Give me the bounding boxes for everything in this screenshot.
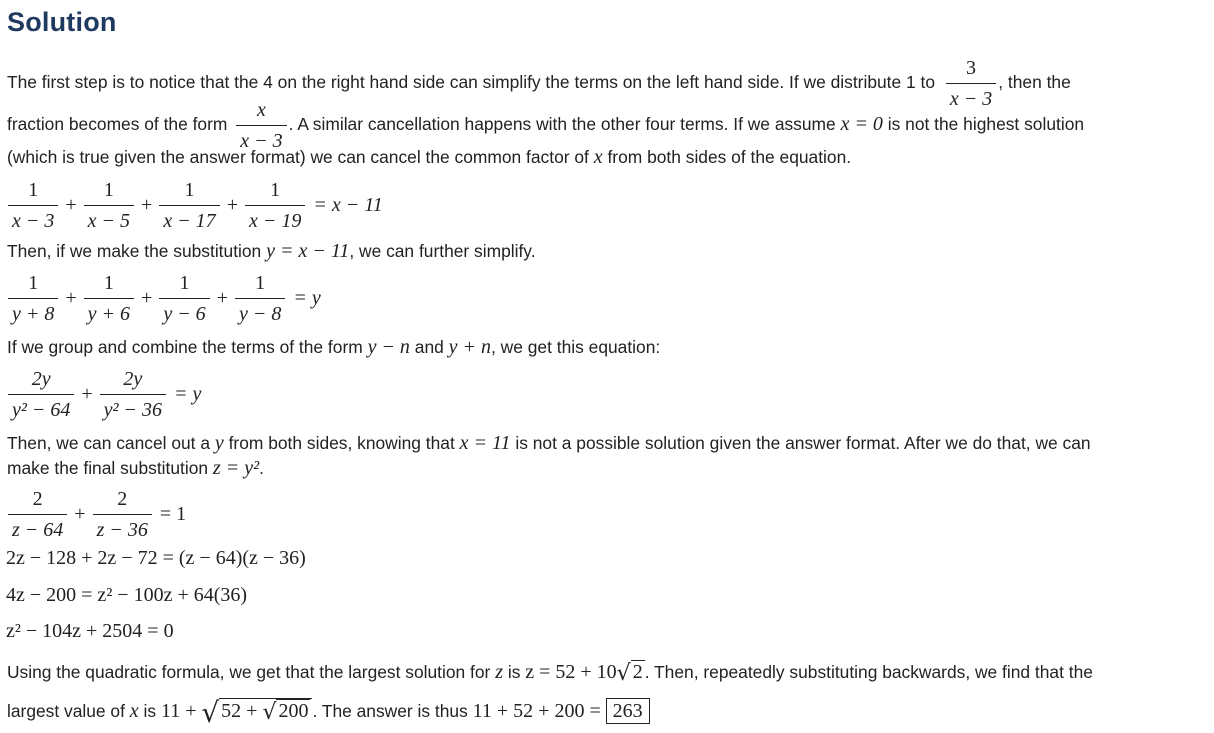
fraction-denominator: y + 6 <box>87 303 131 325</box>
fraction-numerator: 2y <box>100 367 166 395</box>
equation-rhs: = 1 <box>159 503 187 525</box>
fraction-denominator: x − 3 <box>12 210 55 232</box>
fraction <box>93 487 152 542</box>
text: largest value of <box>7 701 125 721</box>
math-inline: 11 + <box>160 700 197 722</box>
radicand: 2 <box>632 661 643 683</box>
equation-5: 2z − 128 + 2z − 72 = (z − 64)(z − 36) <box>6 547 306 569</box>
fraction <box>8 178 58 233</box>
text: is not the highest solution <box>887 114 1085 135</box>
text: . A similar cancellation happens with the other four terms. If we assume <box>288 114 836 135</box>
plus-sign: + <box>81 383 93 405</box>
math-inline: z = y² <box>212 457 260 479</box>
text: Then, if we make the substitution <box>7 241 262 261</box>
fraction-denominator: x − 19 <box>248 210 302 232</box>
plus-sign: + <box>65 194 77 216</box>
fraction-numerator: 1 <box>8 178 58 206</box>
fraction-numerator: 1 <box>245 178 305 206</box>
fraction-denominator: x − 3 <box>949 88 993 110</box>
fraction-numerator: 1 <box>8 271 58 299</box>
fraction <box>159 271 209 326</box>
math-inline: y − n <box>367 336 410 358</box>
fraction-denominator: y² − 64 <box>12 399 71 421</box>
text: make the final substitution <box>7 458 209 478</box>
plus-sign: + <box>74 503 86 525</box>
text: is <box>507 662 521 682</box>
equation-7: z² − 104z + 2504 = 0 <box>6 620 174 642</box>
math-inline: x <box>129 700 139 722</box>
radical-sign: √ <box>262 700 277 725</box>
text: Using the quadratic formula, we get that the largest solution for <box>7 662 491 682</box>
fraction-denominator: y² − 36 <box>103 399 163 421</box>
radical-sign: √ <box>616 661 631 686</box>
text: from both sides of the equation. <box>607 147 852 167</box>
math-inline: 11 + 52 + 200 = <box>472 700 601 722</box>
math-inline: y <box>214 432 224 454</box>
text: (which is true given the answer format) we can cancel the common factor of <box>7 147 589 167</box>
fraction-denominator: x − 3 <box>240 130 283 152</box>
fraction-denominator: y − 8 <box>238 303 282 325</box>
radicand <box>219 698 312 724</box>
text: . The answer is thus <box>312 701 468 721</box>
text: . <box>259 458 264 478</box>
plus-sign: + <box>216 287 228 309</box>
fraction <box>245 178 305 233</box>
math-inline: y + n <box>448 336 492 358</box>
fraction-numerator: 1 <box>84 178 134 206</box>
equation-1 <box>6 178 388 233</box>
fraction <box>235 271 285 326</box>
fraction <box>8 271 58 326</box>
paragraph-line <box>7 336 660 358</box>
paragraph-line <box>7 240 536 262</box>
equation-3 <box>6 367 206 422</box>
boxed-answer: 263 <box>606 698 650 724</box>
equation-6: 4z − 200 = z² − 100z + 64(36) <box>6 584 248 606</box>
fraction <box>159 178 219 233</box>
fraction <box>84 178 134 233</box>
equation-4 <box>6 487 191 542</box>
fraction-denominator: y − 6 <box>163 303 206 325</box>
fraction-numerator: 2y <box>8 367 74 395</box>
text: The first step is to notice that the 4 on the right hand side can simplify the terms on the left hand side. If we distribute 1 to <box>7 72 936 93</box>
math-inline: x <box>593 146 603 168</box>
fraction-numerator: 2 <box>93 487 152 515</box>
fraction-denominator: x − 17 <box>163 210 216 232</box>
text: Then, we can cancel out a <box>7 433 211 453</box>
text: . Then, repeatedly substituting backwards, we find that the <box>644 662 1093 682</box>
text: If we group and combine the terms of the form <box>7 337 363 357</box>
math-inline: z = 52 + 10 <box>525 661 617 683</box>
plus-sign: + <box>141 194 153 216</box>
fraction-numerator: 3 <box>946 56 996 84</box>
fraction <box>100 367 166 422</box>
math-inline: z <box>495 661 503 683</box>
text: , we get this equation: <box>491 337 661 357</box>
fraction-denominator: y + 8 <box>12 303 55 325</box>
page-title: Solution <box>7 7 117 37</box>
equation-2 <box>6 271 326 326</box>
text: and <box>414 337 444 357</box>
text: from both sides, knowing that <box>228 433 455 453</box>
text: , then the <box>998 72 1071 93</box>
math-inline: y = x − 11 <box>266 240 350 262</box>
plus-sign: + <box>65 287 77 309</box>
paragraph-line <box>7 660 1093 685</box>
paragraph-line <box>7 146 851 168</box>
equation-rhs: = x − 11 <box>313 194 383 216</box>
fraction <box>84 271 134 326</box>
radical-sign: √ <box>201 696 220 729</box>
inner-radicand: 200 <box>278 700 309 722</box>
fraction-numerator: 1 <box>159 178 219 206</box>
text: is <box>143 701 157 721</box>
paragraph-line <box>7 457 264 479</box>
plus-sign: + <box>226 194 238 216</box>
fraction-denominator: z − 36 <box>96 519 148 541</box>
paragraph-line <box>7 696 650 729</box>
math-inline: x = 0 <box>840 113 883 136</box>
equation-rhs: = y <box>174 383 202 405</box>
fraction <box>236 98 286 153</box>
plus-sign: + <box>141 287 153 309</box>
text: is not a possible solution given the answer format. After we do that, we can <box>515 433 1091 453</box>
fraction-numerator: 1 <box>159 271 209 299</box>
fraction-denominator: z − 64 <box>12 519 64 541</box>
paragraph-line <box>7 432 1091 454</box>
fraction <box>8 367 74 422</box>
fraction-numerator: 2 <box>8 487 67 515</box>
fraction-numerator: 1 <box>235 271 285 299</box>
paragraph-line <box>7 98 1084 153</box>
text: , we can further simplify. <box>349 241 536 261</box>
fraction-denominator: x − 5 <box>87 210 131 232</box>
math-inline: x = 11 <box>459 432 511 454</box>
equation-rhs: = y <box>293 287 321 309</box>
text: fraction becomes of the form <box>7 114 228 135</box>
radicand-text: 52 + <box>221 700 258 722</box>
fraction <box>8 487 67 542</box>
fraction-numerator: x <box>236 98 286 126</box>
fraction-numerator: 1 <box>84 271 134 299</box>
